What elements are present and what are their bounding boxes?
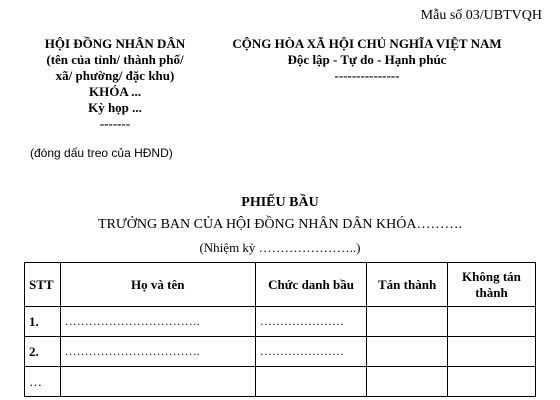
stamp-note: (đóng dấu treo của HĐND) [30,146,173,160]
row-name: ……………………………. [60,307,255,337]
header-disapprove: Không tán thành [447,263,535,307]
council-name: HỘI ĐỒNG NHÂN DÂN [44,36,186,51]
table-row [25,337,536,367]
header-title: Chức danh bầu [255,263,366,307]
row-stt: … [25,367,61,397]
table-row [25,307,536,337]
term-line: (Nhiệm kỳ …………………..) [199,240,361,255]
council-locality-line2: xã/ phường/ đặc khu) [55,68,175,83]
table-header-row [25,263,536,307]
approve-cell[interactable] [367,337,448,367]
national-motto: Độc lập - Tự do - Hạnh phúc [287,52,447,67]
row-title [255,367,366,397]
table-row [25,367,536,397]
row-stt: 2. [25,337,61,367]
ballot-title: PHIẾU BẦU [241,195,319,210]
country-name: CỘNG HÒA XÃ HỘI CHỦ NGHĨA VIỆT NAM [232,36,502,51]
row-title: ………………… [255,337,366,367]
header-stt: STT [25,263,61,307]
disapprove-cell[interactable] [447,307,535,337]
approve-cell[interactable] [367,307,448,337]
header-approve: Tán thành [367,263,448,307]
row-name [60,367,255,397]
council-term: KHÓA ... [88,84,141,99]
national-motto-header [212,36,522,84]
row-name: ……………………………. [60,337,255,367]
ballot-subtitle: TRƯỞNG BAN CỦA HỘI ĐỒNG NHÂN DÂN KHÓA………. [98,217,462,232]
header-name: Họ và tên [60,263,255,307]
row-stt: 1. [25,307,61,337]
form-code: Mẫu số 03/UBTVQH [420,8,542,23]
approve-cell[interactable] [367,367,448,397]
ballot-table [24,262,536,397]
motto-divider: --------------- [334,68,400,83]
issuing-council-header [20,36,210,132]
disapprove-cell[interactable] [447,367,535,397]
council-locality-line1: (tên của tỉnh/ thành phố/ [46,52,184,67]
row-title: ………………… [255,307,366,337]
council-divider: ------- [99,116,131,131]
disapprove-cell[interactable] [447,337,535,367]
council-session: Kỳ họp ... [88,100,142,115]
